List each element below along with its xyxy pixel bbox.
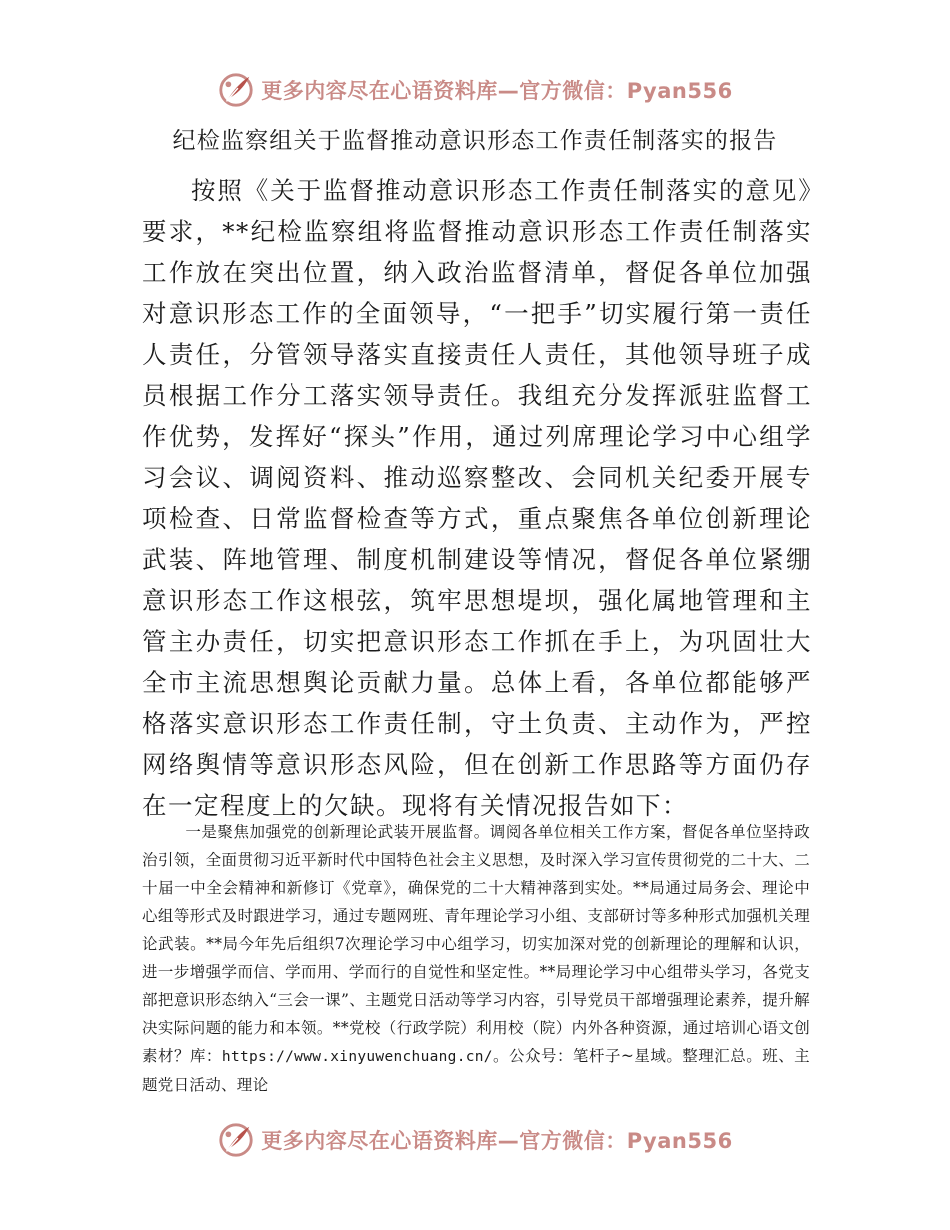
source-url: https://www.xinyuwenchuang.cn/ <box>221 1049 493 1065</box>
section1-paragraph <box>142 818 810 1099</box>
watermark-text: 更多内容尽在心语资料库—官方微信：Pyan556 <box>261 1129 733 1153</box>
watermark-text: 更多内容尽在心语资料库—官方微信：Pyan556 <box>261 79 733 103</box>
footer-watermark-banner <box>0 1118 950 1162</box>
document-title: 纪检监察组关于监督推动意识形态工作责任制落实的报告 <box>172 128 778 154</box>
intro-paragraph: 按照《关于监督推动意识形态工作责任制落实的意见》要求，**纪检监察组将监督推动意识形态工作责任制落实工作放在突出位置，纳入政治监督清单，督促各单位加强对意识形态工作的全面领导，“一把手”切实履行第一责任人责任，分管领导落实直接责任人责任，其他领导班子成员根据工作分工落实领导责任。我组充分发挥派驻监督工作优势，发挥好“探头”作用，通过列席理论学习中心组学习会议、调阅资料、推动巡察整改、会同机关纪委开展专项检查、日常监督检查等方式，重点聚焦各单位创新理论武装、阵地管理、制度机制建设等情况，督促各单位紧绷意识形态工作这根弦，筑牢思想堤坝，强化属地管理和主管主办责任，切实把意识形态工作抓在手上，为巩固壮大全市主流思想舆论贡献力量。总体上看，各单位都能够严格落实意识形态工作责任制，守土负责、主动作为，严控网络舆情等意识形态风险，但在创新工作思路等方面仍存在一定程度上的欠缺。现将有关情况报告如下： <box>142 176 812 820</box>
header-watermark-banner <box>0 68 950 112</box>
section1-tail: 。公众号：笔杆子~星域。整理汇总。班、主题党日活动、理论 <box>142 1047 810 1094</box>
feather-pen-logo-icon <box>217 1121 255 1159</box>
feather-pen-logo-icon <box>217 71 255 109</box>
section1-text: 一是聚焦加强党的创新理论武装开展监督。调阅各单位相关工作方案，督促各单位坚持政治引领，全面贯彻习近平新时代中国特色社会主义思想，及时深入学习宣传贯彻党的二十大、二十届一中全会精神和新修订《党章》，确保党的二十大精神落到实处。**局通过局务会、理论中心组等形式及时跟进学习，通过专题网班、青年理论学习小组、支部研讨等多种形式加强机关理论武装。**局今年先后组织7次理论学习中心组学习，切实加深对党的创新理论的理解和认识，进一步增强学而信、学而用、学而行的自觉性和坚定性。**局理论学习中心组带头学习，各党支部把意识形态纳入“三会一课”、主题党日活动等学习内容，引导党员干部增强理论素养，提升解决实际问题的能力和本领。**党校（行政学院）利用校（院）内外各种资源，通过培训心语文创素材？库： <box>142 823 810 1065</box>
